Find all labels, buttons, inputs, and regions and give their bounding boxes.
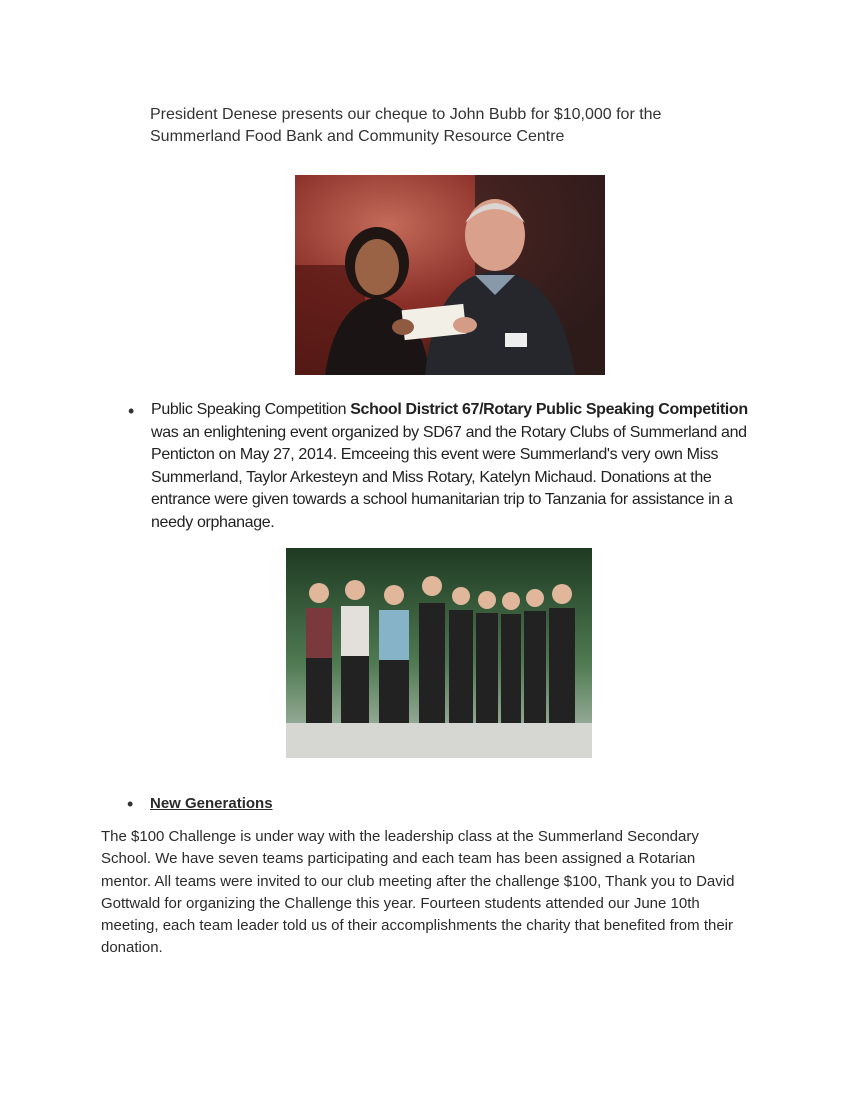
new-generations-heading: New Generations — [150, 795, 273, 812]
public-speaking-paragraph — [151, 399, 751, 534]
bullet-icon: • — [127, 794, 134, 814]
public-speaking-group-photo — [286, 548, 592, 758]
bullet-icon: • — [128, 401, 135, 421]
public-speaking-event-name: School District 67/Rotary Public Speaking Competition — [350, 401, 748, 418]
new-generations-paragraph: The $100 Challenge is under way with the leadership class at the Summerland Secondary School. We have seven teams participating and each team has been assigned a Rotarian mentor. All teams were invited to our club meeting after the challenge $100, Thank you to David Gottwald for organizing the Challenge this year. Fourteen students attended our June 10th meeting, each team leader told us of their accomplishments the charity that benefited from their donation. — [101, 828, 735, 957]
public-speaking-prefix: Public Speaking Competition — [151, 401, 351, 418]
photo-caption: President Denese presents our cheque to John Bubb for $10,000 for the Summerland Food Bank and Community Resource Centre — [150, 106, 662, 145]
cheque-presentation-photo — [295, 175, 605, 375]
public-speaking-description: was an enlightening event organized by SD67 and the Rotary Clubs of Summerland and Penticton on May 27, 2014. Emceeing this event were Summerland's very own Miss Summerland, Taylor Arkesteyn and Miss Rotary, Katelyn Michaud. Donations at the entrance were given towards a school humanitarian trip to Tanzania for assistance in a needy orphanage. — [151, 423, 747, 531]
